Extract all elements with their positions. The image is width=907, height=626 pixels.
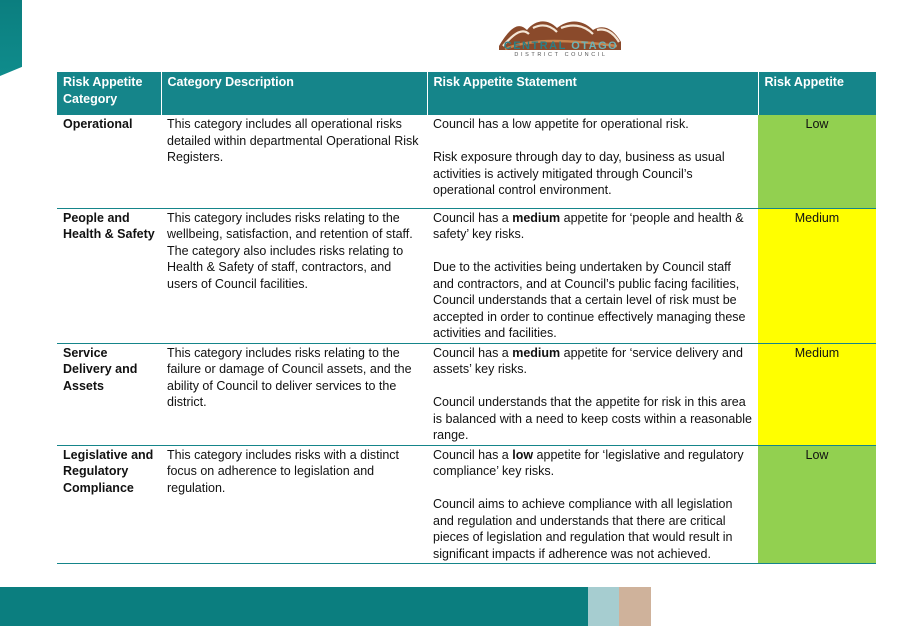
risk-appetite-table: [57, 72, 877, 564]
statement-summary: Council has a low appetite for ‘legislative and regulatory compliance’ key risks.: [433, 447, 744, 478]
header-category-description: Category Description: [161, 72, 427, 115]
header-risk-appetite: Risk Appetite: [758, 72, 876, 115]
header-risk-appetite-statement: Risk Appetite Statement: [427, 72, 758, 115]
footer-accent-sand: [619, 587, 651, 626]
row-statement: [427, 208, 758, 343]
table-row: [57, 445, 876, 564]
corner-tab-decoration: [0, 0, 22, 76]
row-appetite-level: Medium: [758, 208, 876, 343]
statement-detail: Council understands that the appetite for risk in this area is balanced with a need to keep costs within a reasonable range.: [433, 395, 752, 442]
row-description: This category includes risks relating to the failure or damage of Council assets, and the ability of Council to deliver services to the district.: [161, 343, 427, 445]
row-statement: [427, 115, 758, 208]
statement-detail: Due to the activities being undertaken by Council staff and contractors, and at Council’s public facing facilities, Council understands that a certain level of risk must be accepted in order to continue effectively managing these activities and facilities.: [433, 260, 746, 340]
statement-detail: Council aims to achieve compliance with all legislation and regulation and understands that there are critical pieces of legislation and regulation that would result in significant impacts if adherence was not achieved.: [433, 497, 733, 561]
row-category: People and Health & Safety: [57, 208, 161, 343]
logo-subline: DISTRICT COUNCIL: [514, 52, 608, 58]
row-appetite-level: Low: [758, 115, 876, 208]
statement-detail: Risk exposure through day to day, business as usual activities is actively mitigated through Council’s operational control environment.: [433, 150, 725, 197]
table-row: [57, 343, 876, 445]
row-statement: [427, 445, 758, 564]
row-category: Operational: [57, 115, 161, 208]
row-appetite-level: Low: [758, 445, 876, 564]
logo-wordmark: CENTRAL OTAGO: [503, 40, 619, 52]
row-description: This category includes risks with a distinct focus on adherence to legislation and regulation.: [161, 445, 427, 564]
footer-accent-light-teal: [588, 587, 619, 626]
row-category: Service Delivery and Assets: [57, 343, 161, 445]
row-appetite-level: Medium: [758, 343, 876, 445]
footer-band: [0, 587, 588, 626]
row-description: This category includes all operational risks detailed within departmental Operational Risk Registers.: [161, 115, 427, 208]
table-row: [57, 208, 876, 343]
statement-summary: Council has a medium appetite for ‘people and health & safety’ key risks.: [433, 210, 744, 241]
row-category: Legislative and Regulatory Compliance: [57, 445, 161, 564]
table-row: [57, 115, 876, 208]
row-statement: [427, 343, 758, 445]
statement-summary: Council has a low appetite for operational risk.: [433, 117, 689, 131]
table-header-row: [57, 72, 876, 115]
row-description: This category includes risks relating to the wellbeing, satisfaction, and retention of staff. The category also includes risks relating to Health & Safety of staff, contractors, and users of Council facilities.: [161, 208, 427, 343]
header-risk-appetite-category: Risk Appetite Category: [57, 72, 161, 115]
statement-summary: Council has a medium appetite for ‘service delivery and assets’ key risks.: [433, 345, 743, 376]
